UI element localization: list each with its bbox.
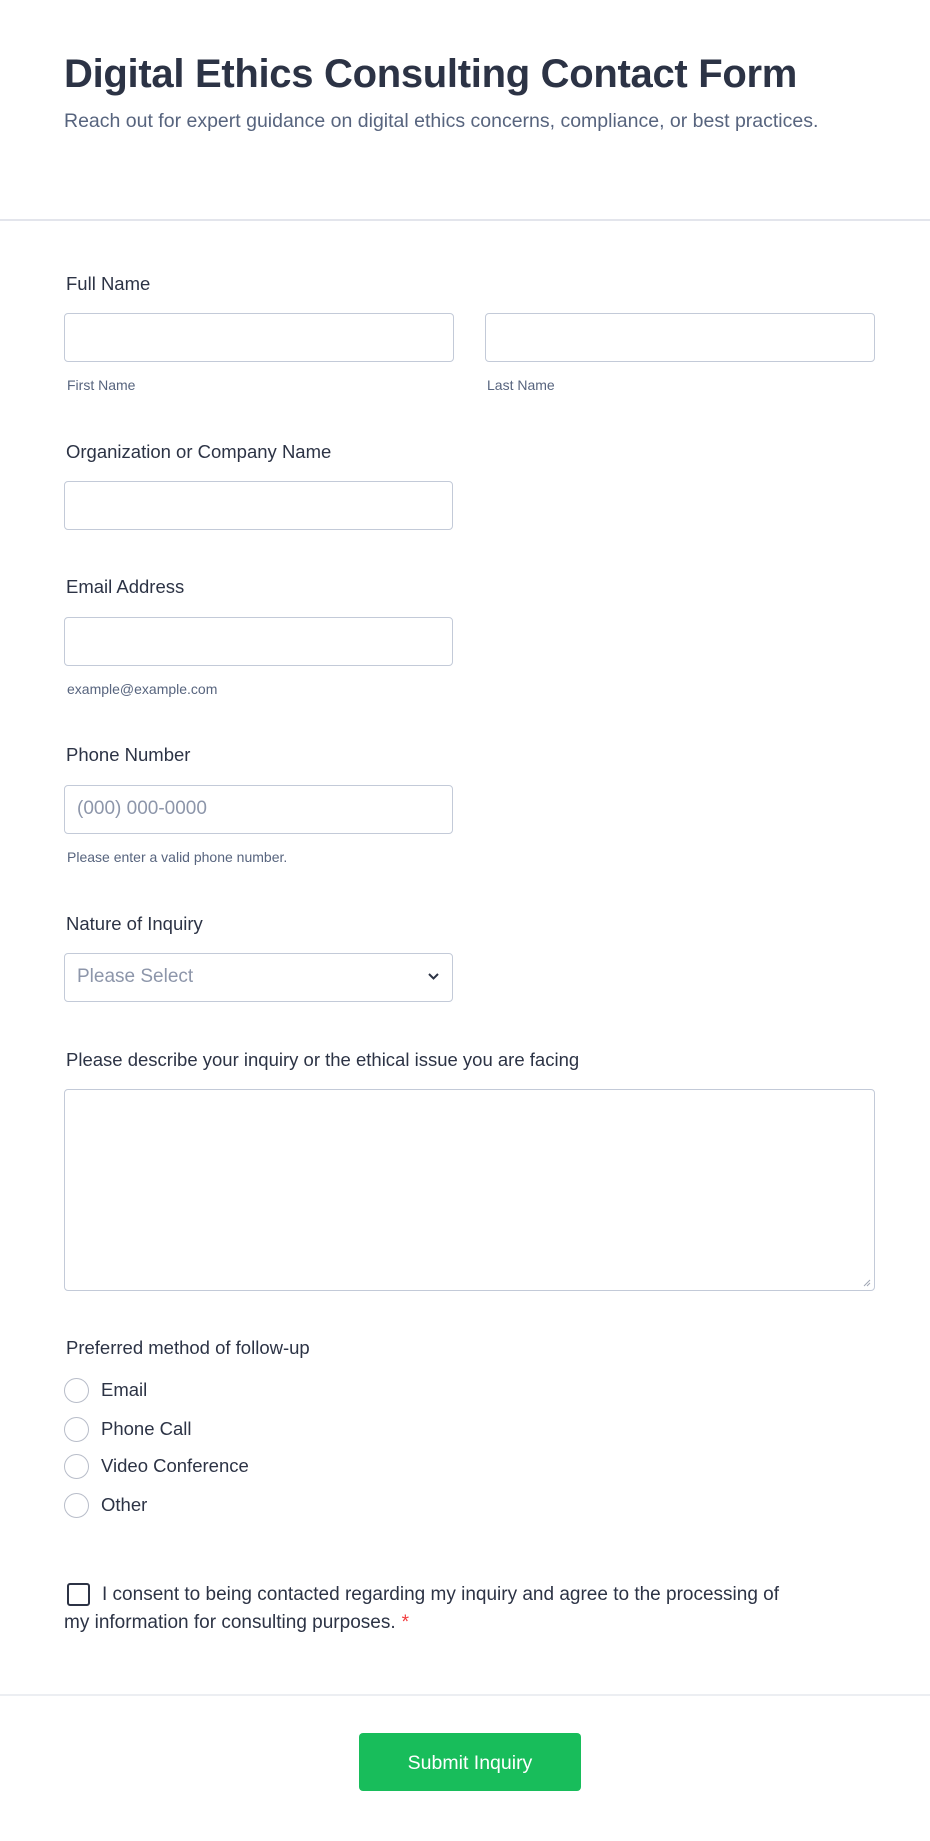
radio-phone-call[interactable]: [64, 1417, 89, 1442]
email-label: Email Address: [66, 576, 185, 597]
page-subtitle: Reach out for expert guidance on digital ethics concerns, compliance, or best practices.: [64, 110, 819, 132]
radio-label-email[interactable]: Email: [101, 1379, 148, 1400]
radio-video-conference[interactable]: [64, 1454, 89, 1479]
last-name-sublabel: Last Name: [487, 377, 555, 393]
radio-other[interactable]: [64, 1493, 89, 1518]
submit-inquiry-button[interactable]: Submit Inquiry: [359, 1733, 581, 1791]
organization-input[interactable]: [64, 481, 453, 530]
radio-email[interactable]: [64, 1378, 89, 1403]
last-name-input[interactable]: [485, 313, 875, 362]
radio-label-other[interactable]: Other: [101, 1494, 148, 1515]
page-title: Digital Ethics Consulting Contact Form: [64, 52, 798, 96]
email-sublabel: example@example.com: [67, 681, 218, 697]
consent-text[interactable]: [64, 1581, 784, 1637]
radio-label-video-conference[interactable]: Video Conference: [101, 1455, 249, 1476]
organization-label: Organization or Company Name: [66, 441, 332, 462]
phone-sublabel: Please enter a valid phone number.: [67, 849, 288, 865]
full-name-label: Full Name: [66, 273, 151, 294]
description-label: Please describe your inquiry or the ethical issue you are facing: [66, 1049, 580, 1070]
phone-input[interactable]: [64, 785, 453, 834]
phone-placeholder: (000) 000-0000: [77, 798, 207, 819]
footer-divider: [0, 1694, 930, 1696]
phone-label: Phone Number: [66, 744, 191, 765]
chevron-down-icon: [427, 972, 440, 981]
header-divider: [0, 219, 930, 221]
inquiry-nature-label: Nature of Inquiry: [66, 913, 203, 934]
inquiry-nature-selected: Please Select: [77, 966, 194, 987]
resize-handle-icon[interactable]: [861, 1277, 871, 1287]
followup-label: Preferred method of follow-up: [66, 1337, 310, 1358]
email-input[interactable]: [64, 617, 453, 666]
first-name-sublabel: First Name: [67, 377, 136, 393]
consent-label: I consent to being contacted regarding my inquiry and agree to the processing of my information for consulting purposes.: [64, 1584, 780, 1633]
radio-label-phone-call[interactable]: Phone Call: [101, 1418, 192, 1439]
first-name-input[interactable]: [64, 313, 454, 362]
required-mark: *: [401, 1612, 410, 1633]
description-textarea[interactable]: [64, 1089, 875, 1291]
inquiry-nature-select[interactable]: [64, 953, 453, 1002]
